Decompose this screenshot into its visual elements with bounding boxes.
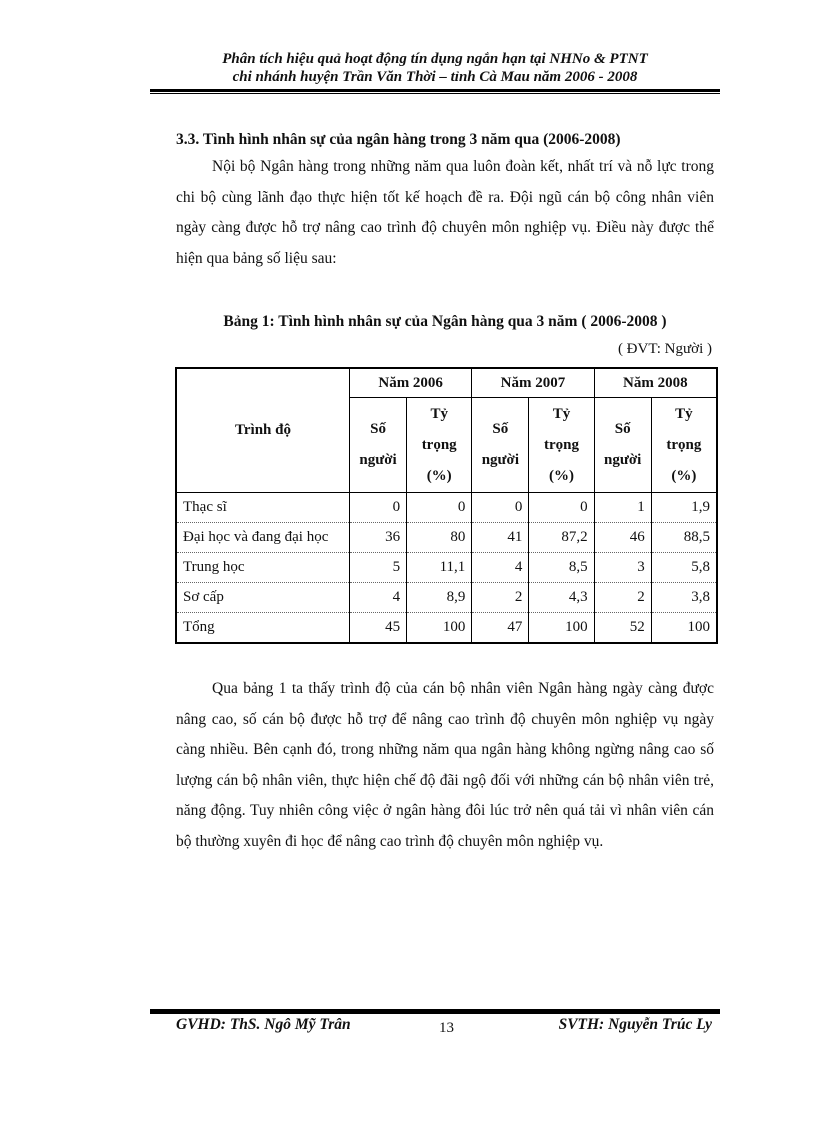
cell-value: 5,8 xyxy=(651,553,717,583)
cell-value: 100 xyxy=(407,613,472,644)
row-label: Trung học xyxy=(176,553,350,583)
cell-value: 8,5 xyxy=(529,553,594,583)
cell-value: 0 xyxy=(472,493,529,523)
cell-value: 0 xyxy=(529,493,594,523)
table-row xyxy=(176,493,717,523)
cell-value: 88,5 xyxy=(651,523,717,553)
staff-table xyxy=(175,367,718,644)
page-number: 13 xyxy=(439,1020,454,1036)
row-label: Đại học và đang đại học xyxy=(176,523,350,553)
table-row xyxy=(176,553,717,583)
cell-value: 52 xyxy=(594,613,651,644)
section-heading: 3.3. Tình hình nhân sự của ngân hàng trong 3 năm qua (2006-2008) xyxy=(176,131,621,148)
cell-value: 3,8 xyxy=(651,583,717,613)
table-row xyxy=(176,523,717,553)
paragraph-intro: Nội bộ Ngân hàng trong những năm qua luôn đoàn kết, nhất trí và nỗ lực trong chi bộ cùng lãnh đạo thực hiện tốt kế hoạch đề ra. Đội ngũ cán bộ công nhân viên ngày càng được hỗ trợ nâng cao trình độ chuyên môn nghiệp vụ. Điều này được thể hiện qua bảng số liệu sau: xyxy=(176,158,714,267)
paragraph-analysis: Qua bảng 1 ta thấy trình độ của cán bộ nhân viên Ngân hàng ngày càng được nâng cao, số cán bộ được hỗ trợ để nâng cao trình độ chuyên môn nghiệp vụ ngày càng nhiều. Bên cạnh đó, trong những năm qua ngân hàng không ngừng nâng cao số lượng cán bộ nhân viên, thực hiện chế độ đãi ngộ đối với những cán bộ nhân viên trẻ, năng động. Tuy nhiên công việc ở ngân hàng đôi lúc trở nên quá tải vì nhân viên cán bộ thường xuyên đi học để nâng cao trình độ chuyên môn nghiệp vụ. xyxy=(176,680,714,850)
col-header-level: Trình độ xyxy=(176,368,350,493)
cell-value: 2 xyxy=(472,583,529,613)
row-label: Sơ cấp xyxy=(176,583,350,613)
table-unit: ( ĐVT: Người ) xyxy=(617,341,712,357)
col-header-year: Năm 2006 xyxy=(350,368,472,398)
header-divider xyxy=(150,89,720,94)
cell-value: 100 xyxy=(529,613,594,644)
cell-value: 36 xyxy=(350,523,407,553)
cell-value: 1 xyxy=(594,493,651,523)
cell-value: 3 xyxy=(594,553,651,583)
cell-value: 2 xyxy=(594,583,651,613)
cell-value: 46 xyxy=(594,523,651,553)
table-caption: Bảng 1: Tình hình nhân sự của Ngân hàng qua 3 năm ( 2006-2008 ) xyxy=(223,313,667,330)
subheader-share: Tỷ trọng (%) xyxy=(651,398,717,493)
subheader-share: Tỷ trọng (%) xyxy=(529,398,594,493)
footer-student: SVTH: Nguyễn Trúc Ly xyxy=(558,1016,712,1033)
table-row xyxy=(176,583,717,613)
footer-divider xyxy=(150,1009,720,1014)
col-header-year: Năm 2008 xyxy=(594,368,717,398)
header-line-2: chi nhánh huyện Trần Văn Thời – tỉnh Cà Mau năm 2006 - 2008 xyxy=(232,69,638,85)
cell-value: 4 xyxy=(350,583,407,613)
running-header xyxy=(150,50,720,86)
row-label: Tổng xyxy=(176,613,350,644)
table-row-total xyxy=(176,613,717,644)
table-header-row xyxy=(176,368,717,398)
cell-value: 47 xyxy=(472,613,529,644)
row-label: Thạc sĩ xyxy=(176,493,350,523)
cell-value: 100 xyxy=(651,613,717,644)
header-line-1: Phân tích hiệu quả hoạt động tín dụng ngắn hạn tại NHNo & PTNT xyxy=(222,51,648,67)
cell-value: 87,2 xyxy=(529,523,594,553)
cell-value: 4,3 xyxy=(529,583,594,613)
cell-value: 0 xyxy=(350,493,407,523)
cell-value: 8,9 xyxy=(407,583,472,613)
subheader-count: Số người xyxy=(350,398,407,493)
cell-value: 4 xyxy=(472,553,529,583)
subheader-count: Số người xyxy=(472,398,529,493)
subheader-count: Số người xyxy=(594,398,651,493)
cell-value: 1,9 xyxy=(651,493,717,523)
footer-advisor: GVHD: ThS. Ngô Mỹ Trân xyxy=(176,1016,351,1033)
cell-value: 45 xyxy=(350,613,407,644)
cell-value: 41 xyxy=(472,523,529,553)
cell-value: 0 xyxy=(407,493,472,523)
cell-value: 11,1 xyxy=(407,553,472,583)
subheader-share: Tỷ trọng (%) xyxy=(407,398,472,493)
cell-value: 5 xyxy=(350,553,407,583)
col-header-year: Năm 2007 xyxy=(472,368,594,398)
cell-value: 80 xyxy=(407,523,472,553)
